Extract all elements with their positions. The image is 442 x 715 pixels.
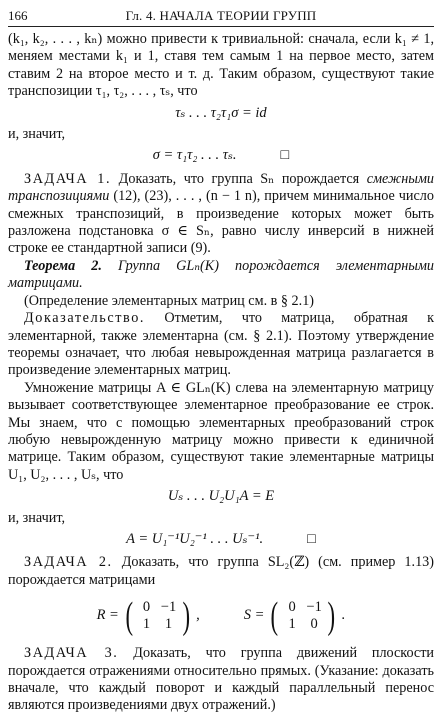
proof-paragraph-1 [8, 310, 434, 380]
matrix-r: ( 0 −1 1 1 ) [125, 595, 190, 638]
qed-icon: □ [307, 530, 316, 547]
matrix-cell: −1 [160, 599, 177, 616]
proof-text: Отметим, что матрица, обратная к элементарной, также элементарна (см. § 2.1). Поэтому утверждение теоремы означает, что любая невырожденная матрица разлагается в произведение элементарных матриц. [8, 310, 434, 379]
matrix-separator: , [196, 607, 200, 624]
theorem-2 [8, 258, 434, 293]
matrix-cell: −1 [306, 599, 322, 616]
paragraph-transpositions: (k₁, k₂, . . . , kₙ) можно привести к тривиальной: сначала, если k₁ ≠ 1, меняем местами k₁ и 1, ставя тем самым 1 на первое место, затем ставим 2 на второе место и т. д. Таким образом, существуют такие транспозиции τ₁, τ₂, . . . , τₛ, что [8, 31, 434, 100]
connective-text: и, значит, [8, 126, 66, 143]
equation-text: Uₛ . . . U₂U₁A = E [167, 488, 275, 505]
problem-label: ЗАДАЧА 2. [24, 554, 113, 571]
matrix-cell: 0 [310, 616, 318, 633]
equation-a-decomposition [8, 531, 434, 548]
problem-3 [8, 645, 434, 715]
equation-tau-product-id [8, 105, 434, 122]
equation-text: σ = τ₁τ₂ . . . τₛ. [152, 147, 237, 164]
matrix-cell: 0 [288, 599, 296, 616]
matrix-s-label: S = [243, 607, 265, 624]
proof-label: Доказательство. [24, 310, 146, 327]
connective-text: и, значит, [8, 509, 66, 526]
equation-text: A = U₁⁻¹U₂⁻¹ . . . Uₛ⁻¹. [126, 530, 264, 547]
problem-text: Доказать, что группа движений плоскости порождается отражениями относительно прямых. (Указание: доказать вначале, что каждый поворот и каждый параллельный перенос являются произведениями двух отражений.) [8, 645, 434, 714]
proof-paragraph-2: Умножение матрицы A ∈ GLₙ(K) слева на элементарную матрицу вызывает соответствующее элементарное преобразование ее строк. Мы знаем, что с помощью элементарных преобразований строк любую невырожденную матрицу можно привести к единичной матрице. Таким образом, существуют такие элементарные матрицы U₁, U₂, . . . , Uₛ, что [8, 379, 434, 483]
qed-icon: □ [280, 147, 290, 164]
theorem-label: Теорема 2. [24, 257, 102, 274]
problem-label: ЗАДАЧА 1. [24, 170, 112, 187]
problem-text: Доказать, что группа SL₂(ℤ) (см. пример 1.13) порождается матрицами [8, 554, 434, 588]
problem-emphasis: смежными транспозициями [8, 170, 434, 205]
matrix-cell: 1 [142, 616, 151, 633]
matrix-cell: 0 [142, 599, 151, 616]
running-header [8, 6, 434, 27]
problem-1 [8, 171, 434, 258]
matrix-s: ( 0 −1 1 0 ) [271, 595, 336, 638]
problem-text-continued: (12), (23), . . . , (n − 1 n), причем минимальное число смежных транспозиций, в произведение которых может быть разложена подстановка σ ∈ Sₙ, равно числу инверсий в нижней строке ее стандартной записи (9). [8, 188, 434, 257]
page-number: 166 [8, 8, 28, 23]
theorem-statement: Группа GLₙ(K) порождается элементарными матрицами. [8, 257, 434, 292]
matrix-cell: 1 [164, 616, 173, 633]
equation-text: τₛ . . . τ₂τ₁σ = id [175, 104, 267, 121]
definition-reference: (Определение элементарных матриц см. в § 2.1) [24, 292, 315, 309]
matrix-r-label: R = [96, 607, 119, 624]
matrix-terminator: . [341, 607, 346, 624]
running-title: Гл. 4. НАЧАЛА ТЕОРИИ ГРУПП [125, 8, 317, 23]
equation-u-product [8, 488, 434, 505]
equation-sigma-decomposition [8, 147, 434, 164]
generator-matrices [8, 595, 434, 638]
problem-text: Доказать, что группа Sₙ порождается [111, 170, 367, 187]
problem-label: ЗАДАЧА 3. [24, 645, 119, 662]
matrix-cell: 1 [288, 616, 296, 633]
problem-2 [8, 554, 434, 589]
